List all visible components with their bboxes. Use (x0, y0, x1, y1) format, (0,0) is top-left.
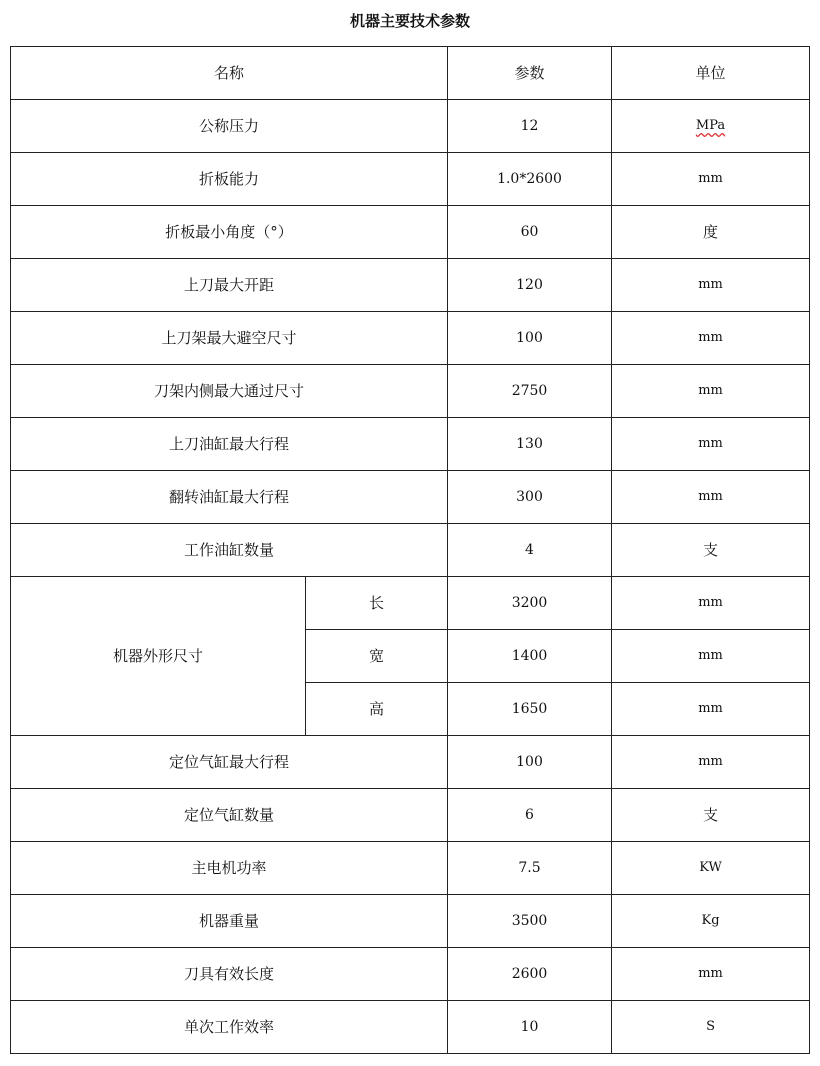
param-unit: mm (612, 153, 810, 206)
param-value: 120 (448, 259, 612, 312)
param-name: 上刀最大开距 (11, 259, 448, 312)
param-unit: mm (612, 312, 810, 365)
param-unit: mm (612, 948, 810, 1001)
param-unit-text: MPa (695, 118, 726, 133)
param-name: 单次工作效率 (11, 1001, 448, 1054)
param-value: 3200 (448, 577, 612, 630)
param-value: 100 (448, 736, 612, 789)
table-row (11, 524, 810, 577)
param-value: 130 (448, 418, 612, 471)
param-unit: 支 (612, 789, 810, 842)
table-row (11, 471, 810, 524)
param-name: 上刀架最大避空尺寸 (11, 312, 448, 365)
table-row (11, 259, 810, 312)
param-unit: mm (612, 736, 810, 789)
param-value: 2750 (448, 365, 612, 418)
table-row (11, 948, 810, 1001)
param-value: 1.0*2600 (448, 153, 612, 206)
param-value: 3500 (448, 895, 612, 948)
param-name: 刀具有效长度 (11, 948, 448, 1001)
header-name: 名称 (11, 47, 448, 100)
param-value: 1400 (448, 630, 612, 683)
table-row (11, 100, 810, 153)
param-value: 100 (448, 312, 612, 365)
param-unit: mm (612, 418, 810, 471)
document-title: 机器主要技术参数 (349, 12, 470, 30)
param-name: 折板最小角度（°） (11, 206, 448, 259)
table-row (11, 312, 810, 365)
param-name: 定位气缸最大行程 (11, 736, 448, 789)
param-name: 主电机功率 (11, 842, 448, 895)
table-header-row (11, 47, 810, 100)
param-unit: mm (612, 471, 810, 524)
param-unit: mm (612, 683, 810, 736)
param-unit: KW (612, 842, 810, 895)
param-name: 折板能力 (11, 153, 448, 206)
param-name: 翻转油缸最大行程 (11, 471, 448, 524)
param-name: 工作油缸数量 (11, 524, 448, 577)
param-unit: 度 (612, 206, 810, 259)
param-value: 60 (448, 206, 612, 259)
param-unit: Kg (612, 895, 810, 948)
param-value: 10 (448, 1001, 612, 1054)
param-value: 300 (448, 471, 612, 524)
header-unit: 单位 (612, 47, 810, 100)
param-value: 12 (448, 100, 612, 153)
param-unit (612, 100, 810, 153)
table-row (11, 153, 810, 206)
table-row (11, 206, 810, 259)
param-name: 公称压力 (11, 100, 448, 153)
table-row (11, 365, 810, 418)
table-row (11, 577, 810, 630)
dimension-sub-label: 高 (306, 683, 448, 736)
param-value: 7.5 (448, 842, 612, 895)
param-value: 1650 (448, 683, 612, 736)
spec-table (10, 46, 810, 1054)
table-row (11, 789, 810, 842)
table-row (11, 895, 810, 948)
param-unit: mm (612, 630, 810, 683)
table-row (11, 842, 810, 895)
dimension-group-label: 机器外形尺寸 (11, 577, 306, 736)
table-row (11, 1001, 810, 1054)
header-param: 参数 (448, 47, 612, 100)
param-unit: mm (612, 259, 810, 312)
param-value: 2600 (448, 948, 612, 1001)
param-name: 定位气缸数量 (11, 789, 448, 842)
param-unit: S (612, 1001, 810, 1054)
dimension-sub-label: 长 (306, 577, 448, 630)
param-value: 6 (448, 789, 612, 842)
dimension-sub-label: 宽 (306, 630, 448, 683)
param-unit: mm (612, 365, 810, 418)
param-name: 上刀油缸最大行程 (11, 418, 448, 471)
param-unit: mm (612, 577, 810, 630)
table-row (11, 418, 810, 471)
param-value: 4 (448, 524, 612, 577)
table-row (11, 736, 810, 789)
param-unit: 支 (612, 524, 810, 577)
param-name: 刀架内侧最大通过尺寸 (11, 365, 448, 418)
param-name: 机器重量 (11, 895, 448, 948)
